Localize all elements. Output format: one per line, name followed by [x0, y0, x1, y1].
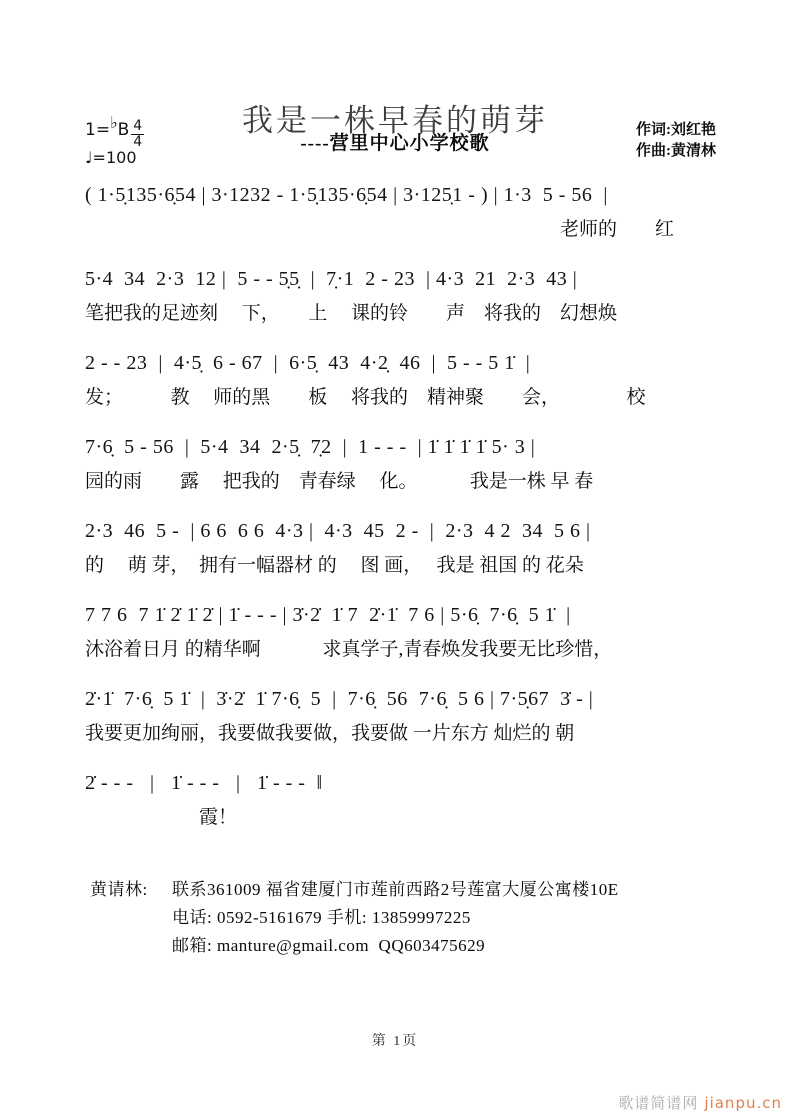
key-note: B [117, 120, 130, 140]
lyric-line: 老师的 红 [85, 219, 675, 240]
notation-line: 2·3 46 5 - | 6 6 6 6 4·3 | 4·3 45 2 - | 2·3 4 2 34 5 6 | [85, 520, 591, 542]
lyric-line: 园的雨 露 把我的 青春绿 化。 我是一株 早 春 [85, 471, 594, 492]
system [85, 348, 757, 432]
lyric-line: 沐浴着日月 的精华啊 求真学子,青春焕发我要无比珍惜， [85, 639, 613, 660]
tempo-marking: ♩=100 [85, 148, 137, 167]
system [85, 768, 757, 852]
contact-line: 联系361009 福省建厦门市莲前西路2号莲富大厦公寓楼10E [172, 880, 619, 899]
lyric-line: 发； 教 师的黑 板 将我的 精神聚 会， 校 [85, 387, 646, 408]
flat-icon: ♭ [110, 113, 118, 132]
lyric-line: 的 萌 芽， 拥有一幅器材 的 图 画， 我是 祖国 的 花朵 [85, 555, 584, 576]
system [85, 264, 757, 348]
song-subtitle: ----营里中心小学校歌 [300, 133, 490, 154]
system [85, 684, 757, 768]
notation-line: 5·4 34 2·3 12 | 5 - - 5̣5̣ | 7̣·1 2 - 23 | 4·3 21 2·3 43 | [85, 268, 578, 290]
notation-line: 2̇ - - - | 1̇ - - - | 1̇ - - - ‖ [85, 772, 323, 794]
contact-block [90, 876, 619, 960]
composer-credit: 作曲:黄清林 [636, 143, 716, 159]
lyricist-credit: 作词:刘红艳 [636, 122, 716, 138]
score [85, 180, 757, 852]
lyric-line: 笔把我的足迹刻 下， 上 课的铃 声 将我的 幻想焕 [85, 303, 618, 324]
notation-line: 7 7 6 7 1̇ 2̇ 1̇ 2̇ | 1̇ - - - | 3̇·2̇ 1̇ 7 2̇·1̇ 7 6 | 5·6̣ 7·6̣ 5 1̇ | [85, 604, 571, 626]
system [85, 432, 757, 516]
system [85, 180, 757, 264]
contact-name: 黄请林: [90, 880, 148, 899]
site-watermark [618, 1092, 782, 1113]
contact-line: 邮箱: manture@gmail.com QQ603475629 [172, 936, 486, 955]
watermark-site-name: 歌谱简谱网 [618, 1094, 699, 1112]
system [85, 600, 757, 684]
lyric-line: 霞！ [85, 807, 238, 828]
song-title: 我是一株早春的萌芽 [242, 102, 548, 138]
contact-lines [172, 876, 619, 960]
notation-line: ( 1·5̣135·6̣54 | 3·1232 - 1·5̣135·6̣54 | 3·125̣1 - ) | 1·3 5 - 56 | [85, 184, 608, 206]
notation-line: 7·6̣ 5 - 56 | 5·4 34 2·5̣ 7̣2 | 1 - - - | 1̇ 1̇ 1̇ 1̇ 5· 3 | [85, 436, 536, 458]
lyric-line: 我要更加绚丽，我要做我要做，我要做 一片东方 灿烂的 朝 [85, 723, 575, 744]
contact-line: 电话: 0592-5161679 手机: 13859997225 [172, 908, 471, 927]
time-signature-denominator: 4 [133, 134, 143, 150]
notation-line: 2̇·1̇ 7·6̣ 5 1̇ | 3̇·2̇ 1̇ 7·6̣ 5 | 7·6̣ 56 7·6̣ 5 6 | 7·5̣67 3̇ - | [85, 688, 594, 710]
notation-line: 2 - - 23 | 4·5̣ 6 - 67 | 6·5̣ 43 4·2̣ 46 | 5 - - 5 1̇ | [85, 352, 531, 374]
page-number: 第 1页 [371, 1034, 419, 1049]
key-prefix: 1= [85, 120, 111, 140]
system [85, 516, 757, 600]
time-signature-numerator: 4 [133, 118, 143, 134]
watermark-site-url: jianpu.cn [704, 1094, 782, 1112]
credits [636, 120, 716, 162]
